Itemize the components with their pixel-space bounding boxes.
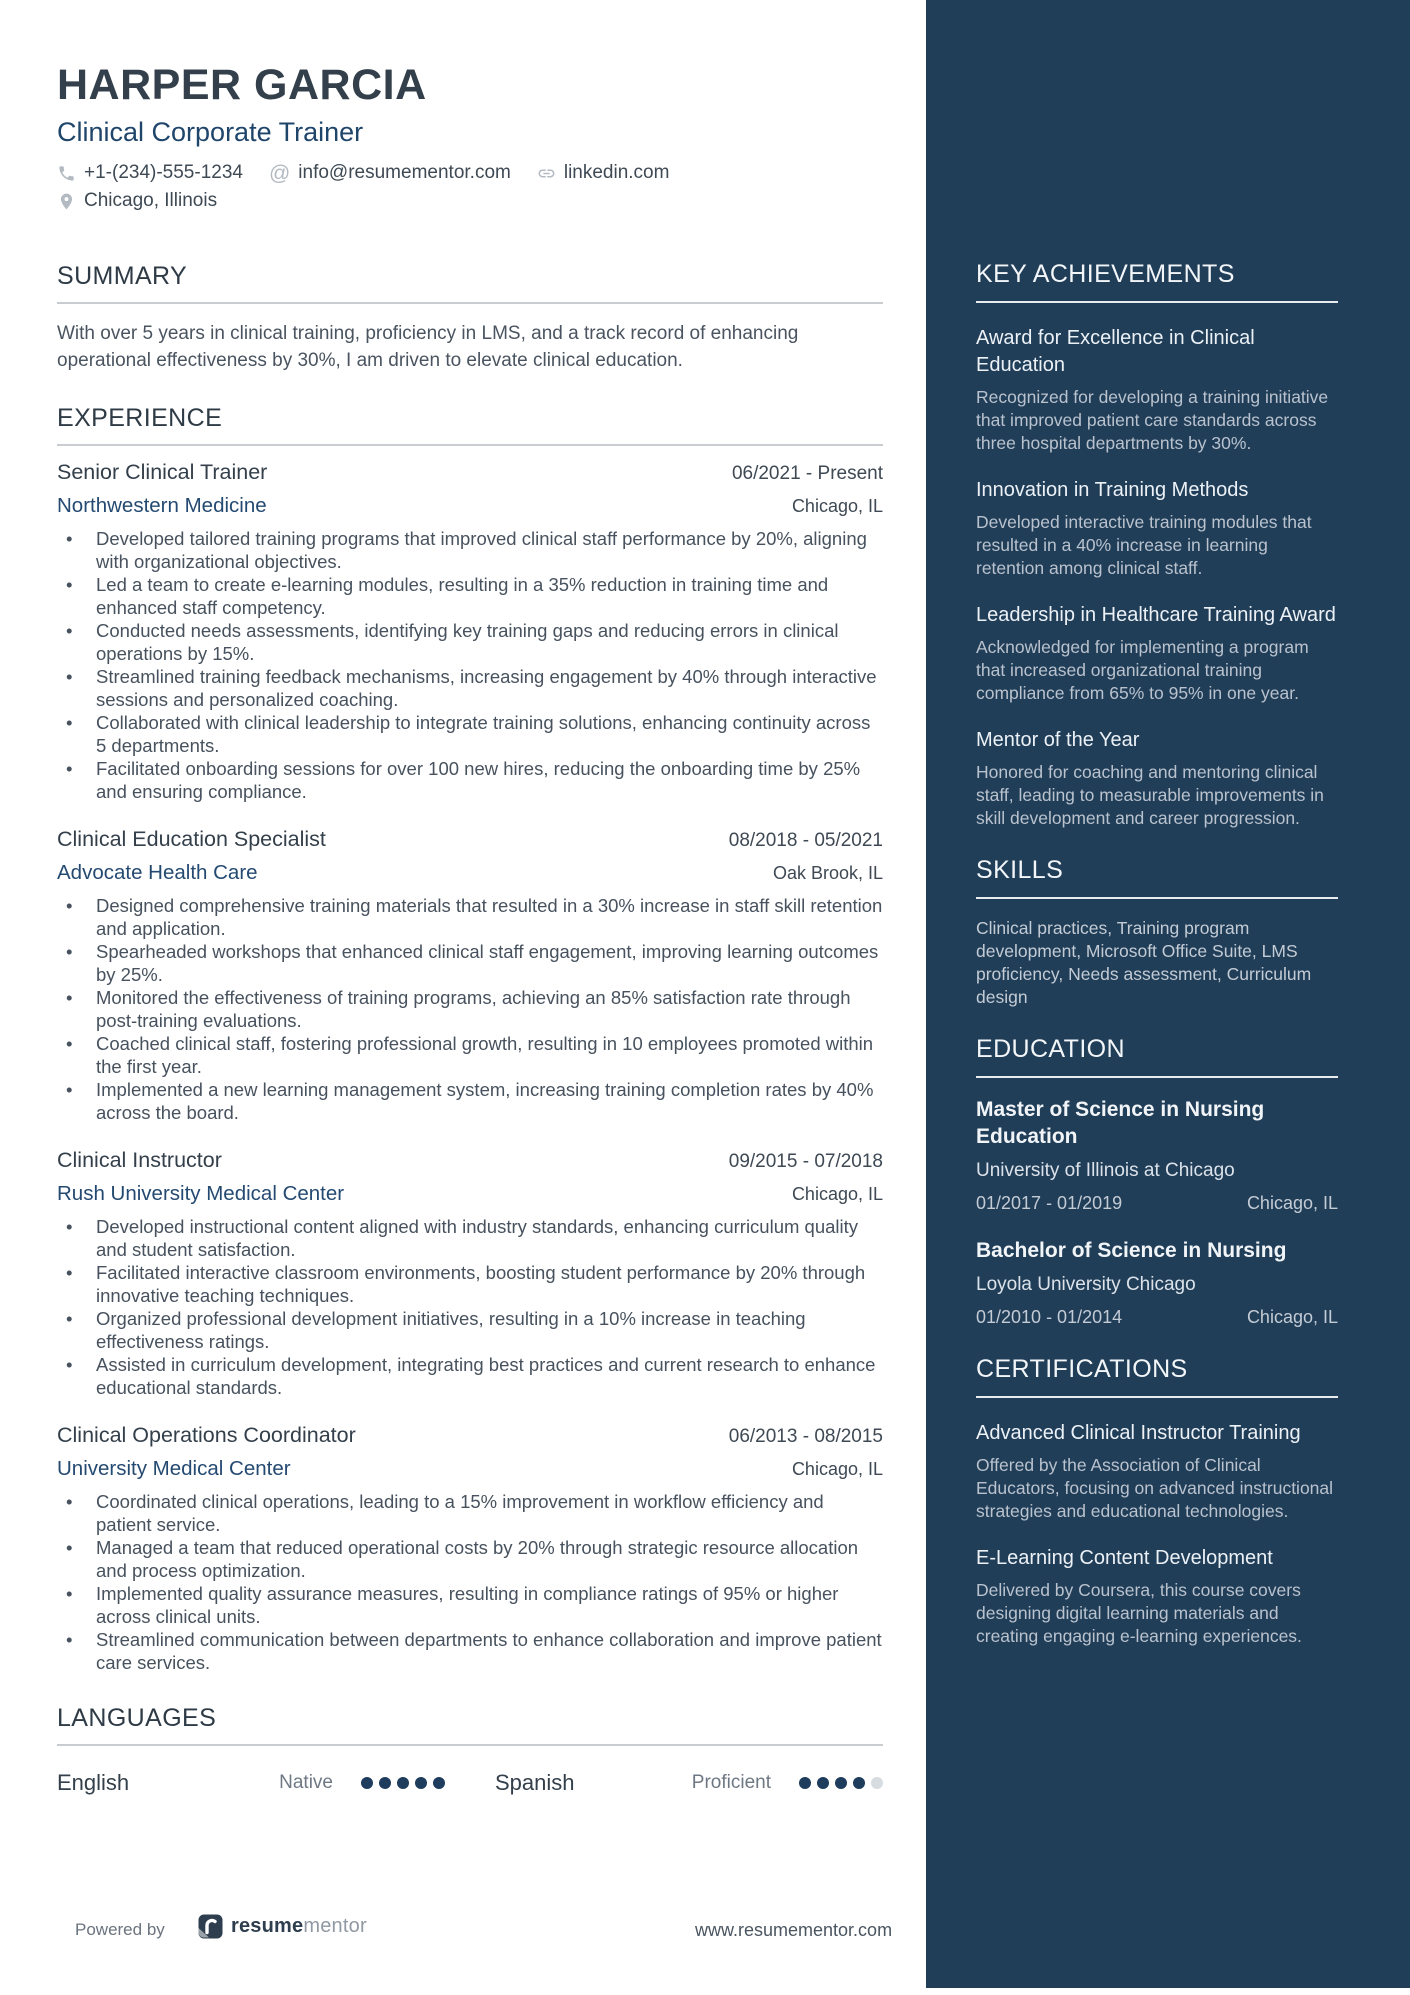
- linkedin-contact[interactable]: [537, 162, 670, 184]
- experience-entry: [57, 460, 883, 803]
- experience-heading: EXPERIENCE: [57, 404, 223, 432]
- job-title: Clinical Education Specialist: [57, 827, 326, 851]
- person-name: HARPER GARCIA: [57, 61, 427, 109]
- sidebar-divider: [976, 301, 1338, 303]
- education-entry: [976, 1096, 1338, 1215]
- summary-text: With over 5 years in clinical training, proficiency in LMS, and a track record of enhancing operational effectiveness by 30%, I am driven to elevate clinical education.: [57, 323, 799, 371]
- certification-entry: [976, 1420, 1338, 1523]
- sidebar-divider: [976, 1076, 1338, 1078]
- job-bullet-text: • Coached clinical staff, fostering professional growth, resulting in 10 employees promoted within the first year.: [96, 1033, 874, 1077]
- job-bullet: [57, 1261, 883, 1307]
- job-bullet: [57, 940, 883, 986]
- footer: [0, 1907, 926, 1955]
- job-bullet: [57, 1353, 883, 1399]
- footer-url[interactable]: www.resumementor.com: [695, 1920, 893, 1940]
- job-bullets: [57, 894, 883, 1124]
- level-dot-icon: [379, 1777, 391, 1789]
- certifications-section: [976, 1357, 1338, 1648]
- location-contact: [57, 190, 217, 212]
- job-bullet-text: • Facilitated onboarding sessions for over 100 new hires, reducing the onboarding time by 25% and ensuring compliance.: [96, 758, 861, 802]
- email-address: info@resumementor.com: [298, 162, 511, 183]
- experience-entry: [57, 1148, 883, 1399]
- header: [57, 61, 883, 212]
- job-title: Senior Clinical Trainer: [57, 460, 268, 484]
- job-bullet-text: • Developed instructional content aligned with industry standards, enhancing curriculum quality and student satisfaction.: [96, 1216, 859, 1260]
- job-bullet-text: • Streamlined communication between departments to enhance collaboration and improve patient care services.: [96, 1629, 882, 1673]
- certification-entry: [976, 1545, 1338, 1648]
- summary-section: [57, 264, 883, 374]
- job-location: Chicago, IL: [791, 1184, 883, 1204]
- phone-icon: [57, 164, 76, 183]
- experience-entry: [57, 827, 883, 1124]
- education-heading: EDUCATION: [976, 1035, 1125, 1063]
- experience-list: [57, 460, 883, 1674]
- level-dot-icon: [433, 1777, 445, 1789]
- achievement-title: Leadership in Healthcare Training Award: [976, 604, 1336, 626]
- achievements-list: [976, 325, 1338, 830]
- language-name: English: [57, 1770, 130, 1795]
- key-achievements-section: [976, 262, 1338, 830]
- education-location: Chicago, IL: [1246, 1307, 1338, 1327]
- job-bullet-text: • Conducted needs assessments, identifying key training gaps and reducing errors in clinical operations by 15%.: [96, 620, 839, 664]
- section-divider: [57, 1744, 883, 1746]
- job-bullets: [57, 1490, 883, 1674]
- job-header-row: [57, 1423, 883, 1448]
- job-header-row: [57, 1148, 883, 1173]
- job-subheader-row: [57, 1455, 883, 1482]
- sidebar-divider: [976, 1396, 1338, 1398]
- job-bullet-text: • Coordinated clinical operations, leading to a 15% improvement in workflow efficiency and patient service.: [96, 1491, 824, 1535]
- level-dot-icon: [871, 1777, 883, 1789]
- experience-entry: [57, 1423, 883, 1674]
- email-contact[interactable]: [269, 162, 511, 184]
- language-level-dots: [361, 1777, 445, 1789]
- job-bullet: [57, 1490, 883, 1536]
- job-dates: 09/2015 - 07/2018: [728, 1151, 883, 1172]
- job-bullet: [57, 1307, 883, 1353]
- achievement-entry: [976, 477, 1338, 580]
- achievement-entry: [976, 602, 1338, 705]
- level-dot-icon: [835, 1777, 847, 1789]
- job-bullet: [57, 1582, 883, 1628]
- achievement-text: Developed interactive training modules that resulted in a 40% increase in learning retention among clinical staff.: [976, 512, 1312, 578]
- education-list: [976, 1096, 1338, 1329]
- achievement-entry: [976, 727, 1338, 830]
- education-dates: 01/2010 - 01/2014: [976, 1307, 1123, 1327]
- job-header-row: [57, 460, 883, 485]
- section-divider: [57, 302, 883, 304]
- education-school: Loyola University Chicago: [976, 1274, 1196, 1295]
- level-dot-icon: [397, 1777, 409, 1789]
- job-title: Clinical Operations Coordinator: [57, 1423, 356, 1447]
- main-column: [57, 0, 883, 1796]
- pin-icon: [57, 192, 76, 211]
- skills-text: Clinical practices, Training program development, Microsoft Office Suite, LMS proficiency, Needs assessment, Curriculum design: [976, 918, 1312, 1007]
- job-subheader-row: [57, 1180, 883, 1207]
- job-bullet: [57, 1078, 883, 1124]
- language-level-dots: [799, 1777, 883, 1789]
- level-dot-icon: [817, 1777, 829, 1789]
- education-meta-row: [976, 1191, 1338, 1215]
- job-bullet: [57, 1628, 883, 1674]
- job-bullets: [57, 1215, 883, 1399]
- powered-by-label: Powered by: [75, 1920, 165, 1939]
- phone-number: +1-(234)-555-1234: [84, 162, 243, 183]
- job-location: Chicago, IL: [791, 496, 883, 516]
- level-dot-icon: [853, 1777, 865, 1789]
- job-company: Rush University Medical Center: [57, 1182, 345, 1205]
- level-dot-icon: [799, 1777, 811, 1789]
- resumementor-brand: [197, 1913, 367, 1940]
- achievement-entry: [976, 325, 1338, 455]
- brand-name: [231, 1915, 367, 1938]
- language-entry: [57, 1770, 445, 1796]
- languages-list: [57, 1770, 883, 1796]
- sidebar: [926, 0, 1410, 1988]
- language-level: Proficient: [691, 1772, 771, 1793]
- language-level: Native: [279, 1772, 333, 1793]
- job-bullet: [57, 894, 883, 940]
- job-bullet: [57, 1032, 883, 1078]
- person-title: Clinical Corporate Trainer: [57, 117, 364, 147]
- certification-title: Advanced Clinical Instructor Training: [976, 1422, 1301, 1444]
- language-name: Spanish: [495, 1770, 575, 1795]
- brand-name-light: mentor: [303, 1915, 367, 1937]
- bookmark-logo-icon: [197, 1913, 224, 1940]
- job-bullet: [57, 573, 883, 619]
- education-section: [976, 1037, 1338, 1329]
- job-bullet-text: • Organized professional development initiatives, resulting in a 10% increase in teaching effectiveness ratings.: [96, 1308, 806, 1352]
- job-bullet: [57, 665, 883, 711]
- job-bullets: [57, 527, 883, 803]
- certifications-heading: CERTIFICATIONS: [976, 1355, 1188, 1383]
- education-location: Chicago, IL: [1246, 1193, 1338, 1213]
- job-bullet-text: • Designed comprehensive training materials that resulted in a 30% increase in staff skill retention and application.: [96, 895, 883, 939]
- education-entry: [976, 1237, 1338, 1329]
- job-company: Advocate Health Care: [57, 861, 258, 884]
- skills-heading: SKILLS: [976, 856, 1064, 884]
- job-bullet: [57, 757, 883, 803]
- job-bullet-text: • Assisted in curriculum development, integrating best practices and current research to enhance educational standards.: [96, 1354, 876, 1398]
- job-bullet: [57, 1215, 883, 1261]
- job-bullet-text: • Facilitated interactive classroom environments, boosting student performance by 20% through innovative teaching techniques.: [96, 1262, 866, 1306]
- job-header-row: [57, 827, 883, 852]
- job-bullet-text: • Managed a team that reduced operational costs by 20% through strategic resource allocation and process optimization.: [96, 1537, 859, 1581]
- job-subheader-row: [57, 492, 883, 519]
- brand-name-bold: resume: [231, 1915, 304, 1937]
- job-bullet: [57, 986, 883, 1032]
- link-icon: [537, 164, 556, 183]
- job-location: Chicago, IL: [791, 1459, 883, 1479]
- linkedin-url: linkedin.com: [563, 162, 670, 183]
- job-bullet-text: • Developed tailored training programs that improved clinical staff performance by 20%, aligning with organizational objectives.: [96, 528, 867, 572]
- sidebar-divider: [976, 897, 1338, 899]
- job-bullet: [57, 1536, 883, 1582]
- summary-heading: SUMMARY: [57, 262, 188, 290]
- job-title: Clinical Instructor: [57, 1148, 222, 1172]
- experience-section: [57, 406, 883, 1674]
- achievement-text: Acknowledged for implementing a program that increased organizational training compliance from 65% to 95% in one year.: [976, 637, 1309, 703]
- languages-section: [57, 1706, 883, 1796]
- education-meta-row: [976, 1305, 1338, 1329]
- achievement-title: Award for Excellence in Clinical Education: [976, 327, 1255, 376]
- skills-section: [976, 858, 1338, 1009]
- achievement-text: Honored for coaching and mentoring clinical staff, leading to measurable improvements in skill development and career progression.: [976, 762, 1324, 828]
- education-degree: Bachelor of Science in Nursing: [976, 1239, 1287, 1262]
- at-icon: @: [268, 161, 291, 185]
- job-bullet-text: • Led a team to create e-learning modules, resulting in a 35% reduction in training time and enhanced staff competency.: [96, 574, 829, 618]
- education-school: University of Illinois at Chicago: [976, 1160, 1235, 1181]
- level-dot-icon: [415, 1777, 427, 1789]
- job-company: Northwestern Medicine: [57, 494, 267, 517]
- job-dates: 06/2013 - 08/2015: [728, 1426, 883, 1447]
- job-bullet: [57, 527, 883, 573]
- phone-contact[interactable]: [57, 162, 243, 184]
- job-company: University Medical Center: [57, 1457, 291, 1480]
- certification-title: E-Learning Content Development: [976, 1547, 1273, 1569]
- languages-heading: LANGUAGES: [57, 1704, 217, 1732]
- location-row: [57, 190, 883, 212]
- level-dot-icon: [361, 1777, 373, 1789]
- job-subheader-row: [57, 859, 883, 886]
- job-dates: 08/2018 - 05/2021: [728, 830, 883, 851]
- achievement-title: Mentor of the Year: [976, 729, 1140, 751]
- certifications-list: [976, 1420, 1338, 1648]
- job-bullet-text: • Collaborated with clinical leadership to integrate training solutions, enhancing continuity across 5 departments.: [96, 712, 871, 756]
- education-dates: 01/2017 - 01/2019: [976, 1193, 1123, 1213]
- contact-row: [57, 162, 883, 184]
- language-entry: [495, 1770, 883, 1796]
- certification-text: Delivered by Coursera, this course covers designing digital learning materials and creating engaging e-learning experiences.: [976, 1580, 1302, 1646]
- certification-text: Offered by the Association of Clinical Educators, focusing on advanced instructional strategies and educational technologies.: [976, 1455, 1334, 1521]
- job-bullet-text: • Implemented a new learning management system, increasing training completion rates by 40% across the board.: [96, 1079, 874, 1123]
- job-bullet-text: • Implemented quality assurance measures, resulting in compliance ratings of 95% or higher across clinical units.: [96, 1583, 839, 1627]
- location-text: Chicago, Illinois: [84, 190, 218, 211]
- job-bullet-text: • Streamlined training feedback mechanisms, increasing engagement by 40% through interactive sessions and personalized coaching.: [96, 666, 877, 710]
- job-bullet-text: • Monitored the effectiveness of training programs, achieving an 85% satisfaction rate through post-training evaluations.: [96, 987, 851, 1031]
- key-achievements-heading: KEY ACHIEVEMENTS: [976, 260, 1235, 288]
- achievement-text: Recognized for developing a training initiative that improved patient care standards across three hospital departments by 30%.: [976, 387, 1329, 453]
- section-divider: [57, 444, 883, 446]
- job-dates: 06/2021 - Present: [731, 463, 883, 484]
- job-bullet-text: • Spearheaded workshops that enhanced clinical staff engagement, improving learning outcomes by 25%.: [96, 941, 879, 985]
- job-location: Oak Brook, IL: [772, 863, 883, 883]
- achievement-title: Innovation in Training Methods: [976, 479, 1249, 501]
- education-degree: Master of Science in Nursing Education: [976, 1098, 1265, 1148]
- job-bullet: [57, 711, 883, 757]
- job-bullet: [57, 619, 883, 665]
